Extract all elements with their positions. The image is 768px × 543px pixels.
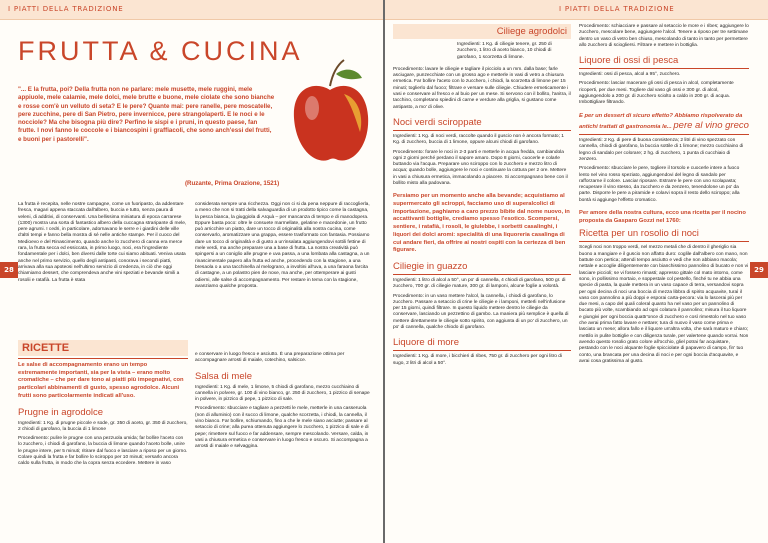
apple-illustration <box>288 56 372 168</box>
body-column-1: La frutta è recepita, nelle nostre campagne, come un fuoripasto, da addentare fresca, magari appena staccata dall'albero, buccia e tutto, senza paura di veleni, di additivi, di conservanti. Una bellissima miniatura di epoca carrarese (1300) mostra una sorta di fantastico albero della cuccagna straripante di mele, pere agrumi. I cedri, in particolare, adornavano le serre e i giardini delle ville d'altri tempi e fanno bella mostra di sé nelle antiche stampe. Per il cuoco del Medioevo e del Rinascimento, quando anche lo zucchero di canna era merce rara, la frutta secca ed essiccata, in primo luogo, noci, era l'ingrediente fondamentale per i dolci, ben diversi dalle torte cui siamo abituati. Veniva usata anche nel primo servizio, quello degli antipasti, conorava i secondi piatti, arrivava alla sua apoteosi nell'ultimo servizio di credenza, in ciò che oggi chiamiamo dessert, che comprendeva anche vini speziati e bevande simili a rosolii e ratafià. La frutta è stata <box>18 202 187 283</box>
recipe-title-salsa-mele: Salsa di mele <box>195 370 253 382</box>
recipe-procedure-more: Procedimento: schiacciare e passare al setaccio le more e i ribes; aggiungere lo zucchero, mescolare bene, aggiungere l'alcol. Tenere a riposo per tre settimane dentro un vaso di vetro ben chiuso, mescolando di tanto in tanto per permettere allo zucchero di sciogliersi. Filtrare e mettere in bottiglia. <box>579 24 749 48</box>
right-column-2 <box>579 24 749 365</box>
right-page <box>385 0 768 543</box>
recipe-ingredients-ciliege: Ingredienti: 1 Kg. di ciliegie tenere, gr. 250 di zucchero, 1 litro di aceto bianco, 10 chiodi di garofano, 1 scorzetta di limone. <box>457 42 552 60</box>
recipe-ingredients-salsa-mele: Ingredienti: 1 Kg. di mele, 1 limone, 5 chiodi di garofano, mezzo cucchiaino di cannella in polvere, gr. 100 di vino bianco, gr. 250 di zucchero, 1 pizzico di senape in polvere, in pizzico di pepe, 1 pizzico di sale. <box>195 384 370 403</box>
quote-credit: (Ruzante, Prima Orazione, 1521) <box>185 180 280 187</box>
recipe-body-rosolio: Scegli noci non troppo verdi, nel mezzo metali che di dentro il gheriglio sia buono a mangiare e il guscio non affatto duro: coglile dall'albero con mano, non battute con pertica; attendi tempo asciutto e vedi che non abbiano macola; nettale e accoglie diligentemente con bianchissimo pannolino di bucato e non vi lasciare piccioli; se vi fossero rimasti; appresso gittale col mato intorno, come sono, in pollissimo mortaio, e soppestale col pestello, finché tu ne abbia una specie di pasta, la quale mettera in un vaso capace di terra, versandovi sopra per ogni decina di noci una boccia di mezza libbra di spirito acquavite, turaì il vaso con pannolino a più doppi e esporai carta-pecora: via lo lascerai più per due mesi, a capo del quali coleral quanto ha nel vaso per un pannolino di bucato più volte, scambiando ad ogni colatura il pannolino; misura il tuo liquore e giungivi per ogni boccia quattr'once di zucchero e così rimestolo nel tuo vaso che avrai prima fatto lavare e nettare; tura di nuovo il vaso come prima e lasciato un mese; allora fallo e il liquore un'altra volta, che sarà maturo e chiaro; mettilo in pulite bottiglie e con diligenza turale, per valertene quando vorrai. Non avendo questo rosolio grato colore all'occhio, gliel potrai far acquistare, pestando con le noci alquante foglie spicciolate di papavero di campo, fin' tuo conto, una brancata per una decina di noci e per ogni boccia d'acquavite, e avrai cosa gratissima al gusto. <box>579 245 749 364</box>
recipe-title-ciliegie-guazzo: Ciliegie in guazzo <box>393 260 468 272</box>
recipe-title-pere-vino: pere al vino greco <box>673 120 749 132</box>
page-number-left: 28 <box>0 262 18 278</box>
ricette-heading: RICETTE <box>22 342 70 354</box>
page-number-right: 29 <box>750 262 768 278</box>
right-column-1 <box>393 24 571 367</box>
running-head-text: I PIATTI DELLA TRADIZIONE <box>8 5 124 13</box>
nocino-intro: Per amore della nostra cultura, ecco una ricetta per il nocino proposta da Gasparo Gozzi nel 1760: <box>579 210 746 224</box>
recipe-title-rosolio-noci: Ricetta per un rosolio di noci <box>579 228 699 240</box>
recipe-ingredients-noci: Ingredienti: 1 Kg. di noci verdi, raccolte quando il guscio non è ancora formato; 1 Kg. di zucchero, buccia di 1 limone, oppure alcuni chiodi di garofano. <box>393 133 564 146</box>
recipe-ingredients-ossi: Ingredienti: ossi di pesca, alcol a 95°, zucchero. <box>579 72 681 78</box>
recipe-procedure-ciliege: Procedimento: lavare le ciliegie e tagliare il picciolo a un mm. dalla base; farle asciugare, punzecchiate con un grosso ago e metterle in vasi di vetro a chiusura ermetica. Far bollire l'aceto con lo zucchero, i chiodi, la scorzetta di limone per 15 minuti; toglierlo dal fuoco; filtrare e versare sulle ciliegie. Chiudere ermeticamente i vasi e conservare al fresco e al buio per un mese. Si servono con il bollito, l'anitra, il tacchino, completano spiedini di carne e verdure alla griglia, si gustano come antipasto, a mo' di olive. <box>393 66 571 110</box>
ricette-column-2 <box>195 352 370 451</box>
running-head-left <box>0 0 383 20</box>
intro-quote: "... E la frutta, poi? Della frutta non ne parlare: mele musette, mele ruggini, mele appiuole, mele calamie, mele dolci, mele brutte e buone, mele ciolate che sono bianche e rosse com'è un velluto di seta? E le pere? Quante mai: pere ranelle, pere moscatelle, pere zucchine, pere di San Pietro, pere invernicce, pere strangolaperti. E le noci e le nocciole? Ma che bisogna più dire? Perfino le sispi e i pruni, in questo paese, fan frutte. I novi fanno le coccole e i biancospini i graffiacoli, che sono anch'essi del frutti, e buoni per i pastorelli". <box>18 86 275 143</box>
recipe-title-prugne: Prugne in agrodolce <box>18 406 104 418</box>
recipe-procedure-pere: Procedimento: sbucciare le pere, togliere il torsolo e cuocerle intere a fuoco lento nel vino rosso speziato, aggiungendovi del legno di sandalo per rafforzarne il colore. Lasciar riposare. Estrarre le pere con uno scolapasta; recuperare il vino stesso, da zucchero e da zenzero, tenendolone un po' da parte. Disporre le pere a piramide e colarvi sopra il resto dello sciroppo; alla bontà si aggiunge l'effetto cromatico. <box>579 166 740 203</box>
recipe-title-ossi-pesca: Liquore di ossi di pesca <box>579 55 679 67</box>
page-title: FRUTTA & CUCINA <box>18 36 303 66</box>
recipe-procedure-guazzo: Procedimento: in un vaso mettere l'alcol, la cannella, i chiodi di garofano, lo zucchero. Passare a setaccio di crine le ciliegie e i lamponi, metterli nell'infusione per 15 giorni, quindi filtrare. In questo liquido mettere dentro le ciliegie da conservare, lasciando un pezzettino di gambo. La maniera più semplice è quella di mettere direttamente le ciliegie sotto spirito, con aggiunta di un po' di zucchero, un po' di cannella, qualche chiodo di garofano. <box>393 293 569 331</box>
recipe-procedure-salsa-mele: Procedimento: sbucciare e tagliare a pezzetti le mele, metterle in una casseruola (non di alluminio) con il succo di limone, qualche scorzetta, i chiodi, la cannella, il vino bianco. Far bollire, schiumando, fino a che le mele siano asciutte; passare al setaccio di crine; alla purea ottenuta aggiungere lo zucchero, 1 pizzico di sale e di pepe; rimettere sul fuoco e far addensare, sempre mescolando. Versare, calda, in vasi a chiusura ermetica e conservare in luogo fresco e oscuro. Si accompagna a arrosti di maiale e selvaggina. <box>195 406 369 450</box>
recipe-procedure-ossi: Procedimento: lasciar macerare gli ossi di pesca in alcol, completamente ricoperti, per due mesi. Togliere dal vaso gli ossi e 300 gr. di alcol, aggiungendolo a 200 gr. di zucchero sciolto a caldo in 200 gr. di acqua. Imbottigliare filtrando. <box>579 81 734 106</box>
recipe-continuation: e conservare in luogo fresco e asciutto. È una preparazione ottima per accompagnare arrosti di maiale, cotechino, salsicce. <box>195 352 345 364</box>
beverages-intro: Persiamo per un momento anche alla bevande; acquistiamo al supermercato gli sciroppi, facciamo uso di superalcolici di importazione, paghiamo a caro prezzo bibite dal nome nuovo, in accattivanti bottiglie, crediamo spesso l'esotico. Scompersi, sentiere, i ratafià, i rosoli, le giulebbe, i sorbetti casalinghi, i liquori dei dolci aromi: specialità di una liquoreria casalinga di cui andare fieri, da offrire ai nostri ospiti con la certezza di ben figurare. <box>393 193 570 254</box>
recipe-procedure-prugne: Procedimento: pulire le prugne con una pezzuola umida; far bollire l'aceto con lo zucchero, i chiodi di garofano, la buccia di limone quando l'aceto bolle, unire le prugne intere, per 5 minuti; ritirare dal fuoco e lasciare a riposo per un giorno. Colare quindi la frutta e far bollire lo sciroppo per 10 minuti; versarlo ancora caldo sulla frutta, in modo che la copra senza eccedere. Mettere in vaso <box>18 436 188 467</box>
body-column-2: considerata sempre una ricchezza. Oggi non ci si da pena neppure di raccoglierla, a meno che non si tratti della salvaguardia di un prodotto tipico come la castagna, la pesca bianca, la giuggiola di Arquà – per mancanza di tempo e di manodopera. Eppure basta poco: oltre le consuete marmellate, gelatine e macedonie, un frutto può arricchire un piatto, dare un tocco di originalità alla nostra cucina, come conservarlo, aromatizzare una grappa, essere trasformato con fantasia. Possiamo dare un tocco di originalità e di gusto a un'insalata aggiungendovi sottili fettine di mele verdi, ma anche preparare una a base di frutta. La nostra creatività può spingersi a un coniglio alle prugne e uva passa, a una lombata alla castagna, a un rinascimentale papero alla frutta ed anche, procedendo con la stagione, a una bresaola o a una tacchinella al melograno, a involtini all'uva, a una faraona farcita di castagne, a un polastro pien de noxe, ma anche, per ottemperare ai gusti odierni, alle salse di accompagnamento. Per restare in tema con la stagione, avanziamo qualche proposta. <box>195 202 370 289</box>
running-head-text: I PIATTI DELLA TRADIZIONE <box>559 5 675 13</box>
recipe-title-box <box>393 24 571 39</box>
left-page <box>0 0 383 543</box>
recipe-title-liquore-more: Liquore di more <box>393 337 460 349</box>
recipe-ingredients-prugne: Ingredienti: 1 Kg. di prugne piccole e sode, gr. 350 di aceto, gr. 350 di zucchero, 2 chiodi di garofano, la buccia di 1 limone <box>18 420 188 432</box>
dessert-intro <box>579 113 749 132</box>
dessert-intro-text: E per un dessert di sicuro effetto? Abbiamo rispolverato da antichi trattati di gastronomia le... <box>579 112 743 131</box>
recipe-ingredients-pere: Ingredienti: 2 Kg. di pere di buona consistenza; 2 litri di vino spezzato con cannella, chiodi di garofano, la buccia sottile di 1 limone; mezzo cucchiaino di legno di sandalo per colorare; 2 hg. di zucchero, 1 punta di cucchiaio di zenzero. <box>579 138 744 162</box>
recipe-ingredients-more: Ingredienti: 1 Kg. di more, i bicchieri di ribes, 750 gr. di zucchero per ogni litro di sugo, 2 litri di alcol a 50°. <box>393 354 563 366</box>
recipe-title-noci-verdi: Noci verdi sciroppate <box>393 116 482 128</box>
ricette-title-box <box>18 340 188 356</box>
ricette-column-1 <box>18 340 188 468</box>
recipe-ingredients-guazzo: Ingredienti: 1 litro di alcol a 50°, un po' di cannella, 4 chiodi di garofano, 500 gr. di zucchero, 700 gr. di ciliegie mature, 300 gr. di lamponi, alcune foglie a volontà. <box>393 277 566 290</box>
running-head-right <box>385 0 768 20</box>
recipe-procedure-noci: Procedimento: forare le noci in 2-3 parti e metterle in acqua fredda, cambiandola ogni 2 giorni perché perdano il sapore amaro. Dopo 8 giorni, cuocerle e colarle buttando via l'acqua. Preparare uno sciroppo con lo zucchero e mezzo litro di acqua; quando bolle, aggiungere le noci e continuare la cottura per 2 ore. Mettere in vasi a chiusura ermetica, immacolando a piacere. Si accompagnano bene con il bollito misto alla padovana. <box>393 149 568 187</box>
ricette-intro: Le salse di accompagnamento erano un tempo estremamente importanti, sia per la vista – erano molto cromatiche – che per dare tono ai piatti più impegnativi, con particolari abbinamenti di gusto, spesso agrodolce. Alcuni frutti sono particolarmente indicati all'uso. <box>18 362 184 399</box>
recipe-title-ciliege-agrodolci: Ciliege agrodolci <box>496 26 567 37</box>
